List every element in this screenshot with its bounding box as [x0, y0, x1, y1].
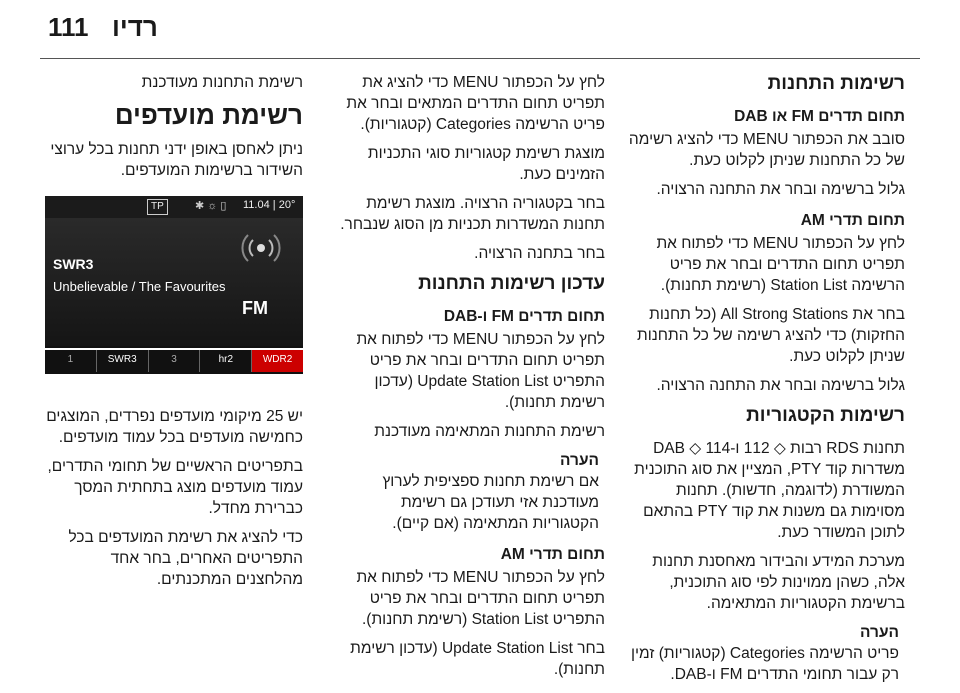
note-text: פריט הרשימה Categories (קטגוריות) זמין רק עבור תחומי התדרים FM ו-DAB.	[631, 645, 899, 683]
clock-time: 11.04	[243, 199, 270, 211]
categories-text-1: תחנות RDS רבות ◇ 112 ו-DAB ◇ 114 משדרות קוד PTY, המציין את סוג התוכנית המשודרת (לדוגמה, חדשות). תחנות מסוימות גם משנות את קוד PTY בהתאם לתוכן המשודר כעת.	[634, 440, 905, 541]
am-text-3: גלול ברשימה ובחר את התחנה הרצויה.	[656, 377, 905, 394]
select-category: בחר בקטגוריה הרצויה. מוצגת רשימת תחנות המשדרות תכניות מן הסוג שנבחר.	[340, 195, 605, 233]
dab-fm-heading: תחום תדרים FM או DAB	[734, 108, 905, 125]
status-icons: ✱ ☼ ▯	[195, 200, 227, 212]
column-middle	[335, 72, 605, 688]
categories-intro: לחץ על הכפתור MENU כדי להציג את תפריט תחום התדרים המתאים ובחר את פריט הרשימה Categories (קטגוריות).	[346, 74, 605, 133]
favourites-text-2: יש 25 מיקומי מועדפים נפרדים, המוצגים כחמישה מועדפים בכל עמוד מועדפים.	[46, 408, 303, 446]
preset-1[interactable]: 1	[45, 350, 97, 372]
select-station: בחר בתחנה הרצויה.	[474, 245, 605, 262]
update-dab-fm-text-1: לחץ על הכפתור MENU כדי לפתוח את תפריט תחום התדרים ובחר את פריט התפריט Update Station List (עדכון רשימת תחנות).	[356, 331, 605, 411]
update-am-text-1: לחץ על הכפתור MENU כדי לפתוח את תפריט תחום התדרים ובחר את פריט התפריט Station List (רשימת תחנות).	[356, 569, 605, 628]
clock: 11.04 | 20°	[243, 199, 296, 211]
column-left-bottom	[45, 406, 303, 598]
radio-waves-icon	[241, 228, 281, 268]
outside-temperature: 20°	[278, 199, 296, 211]
page-header	[0, 0, 960, 58]
list-updated-text: רשימת התחנות מעודכנת	[141, 74, 303, 91]
screen-status-bar	[45, 196, 303, 218]
update-am-text-2: בחר Update Station List (עדכון רשימת תחנות).	[350, 640, 605, 678]
favourites-bar	[45, 348, 303, 372]
band-label: FM	[242, 298, 268, 318]
dab-fm-text-1: סובב את הכפתור MENU כדי להציג רשימה של כל התחנות שניתן לקלוט כעת.	[628, 131, 905, 169]
favourites-text-4: כדי להציג את רשימת המועדפים בכל התפריטים האחרים, בחר אחד מהלחצנים המתכנתים.	[68, 529, 303, 588]
tp-indicator: TP	[147, 199, 168, 215]
column-right	[625, 72, 905, 693]
categories-text-2: מערכת המידע והבידור מאחסנת תחנות אלה, כשהן ממוינות לפי סוג התוכנית, ברשימת הקטגוריות המתאימה.	[652, 553, 905, 612]
page-number: 111	[48, 12, 89, 42]
update-note-title: הערה	[560, 452, 599, 469]
am-heading: תחום תדרי AM	[800, 212, 905, 229]
categories-list-shown: מוצגת רשימת קטגוריות סוגי התכניות הזמינים כעת.	[367, 145, 605, 183]
update-note-text: אם רשימת תחנות ספציפית לערוץ מעודכנת אזי תעודכן גם רשימת הקטגוריות המתאימה (אם קיים).	[382, 473, 599, 532]
preset-4[interactable]: hr2	[200, 350, 252, 372]
update-dab-fm-heading: תחום תדרים FM ו-DAB	[443, 308, 605, 325]
am-text-1: לחץ על הכפתור MENU כדי לפתוח את תפריט תחום התדרים ובחר את פריט הרשימה Station List (רשימת תחנות).	[656, 235, 905, 294]
station-lists-title: רשימות התחנות	[767, 73, 905, 94]
screen-content	[45, 218, 303, 346]
update-lists-title: עדכון רשימות התחנות	[418, 273, 605, 294]
am-text-2: בחר את All Strong Stations (כל תחנות החזקות) כדי להציג רשימה של כל התחנות שניתן לקלוט כעת.	[637, 306, 905, 365]
note-title: הערה	[860, 624, 899, 641]
station-name: SWR3	[53, 256, 94, 272]
section-title: רדיו	[112, 12, 158, 42]
track-info: Unbelievable / The Favourites	[53, 279, 226, 294]
update-dab-fm-text-2: רשימת התחנות המתאימה מעודכנת	[374, 423, 605, 440]
update-am-heading: תחום תדרי AM	[500, 546, 605, 563]
header-rule	[40, 58, 920, 59]
favourites-text-1: ניתן לאחסן באופן ידני תחנות בכל ערוצי השידור ברשימות המועדפים.	[50, 141, 303, 179]
category-lists-title: רשימות הקטגוריות	[746, 405, 905, 426]
preset-5[interactable]: WDR2	[252, 350, 303, 372]
preset-3[interactable]: 3	[149, 350, 201, 372]
favourites-text-3: בתפריטים הראשיים של תחומי התדרים, עמוד מועדפים מוצג בתחתית המסך כברירת מחדל.	[47, 458, 303, 517]
infotainment-screen-image	[45, 196, 303, 374]
dab-fm-text-2: גלול ברשימה ובחר את התחנה הרצויה.	[656, 181, 905, 198]
favourites-title: רשימת מועדפים	[114, 100, 303, 130]
column-left	[45, 72, 303, 189]
preset-2[interactable]: SWR3	[97, 350, 149, 372]
